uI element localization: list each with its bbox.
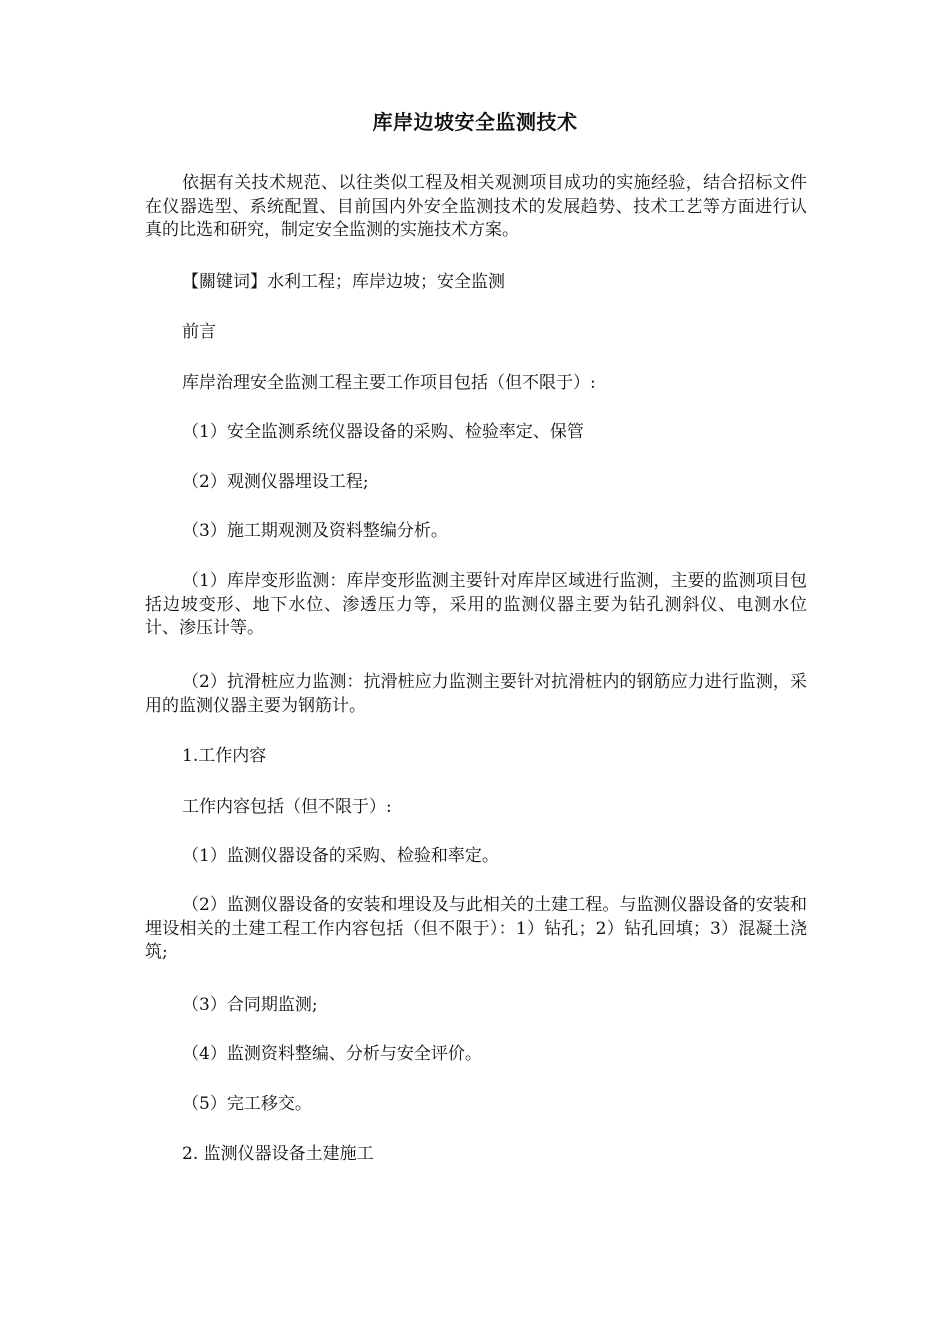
content-item-4: （4）监测资料整编、分析与安全评价。 xyxy=(182,1044,482,1064)
keywords-paragraph: 【關键词】水利工程；库岸边坡；安全监测 xyxy=(182,272,505,292)
work-item-1: （1）安全监测系统仪器设备的采购、检验率定、保管 xyxy=(182,422,584,442)
work-items-intro: 库岸治理安全监测工程主要工作项目包括（但不限于）: xyxy=(182,373,596,393)
work-item-3: （3）施工期观测及资料整编分析。 xyxy=(182,521,448,541)
deformation-monitoring-paragraph: （1）库岸变形监测：库岸变形监测主要针对库岸区域进行监测，主要的监测项目包括边坡变形、地下水位、渗透压力等，采用的监测仪器主要为钻孔测斜仪、电测水位计、渗压计等。 xyxy=(145,571,807,638)
section-1-heading: 1.工作内容 xyxy=(182,746,267,766)
content-item-3: （3）合同期监测; xyxy=(182,995,318,1015)
section-2-heading: 2. 监测仪器设备土建施工 xyxy=(182,1144,374,1164)
pile-stress-monitoring-paragraph: （2）抗滑桩应力监测：抗滑桩应力监测主要针对抗滑桩内的钢筋应力进行监测，采用的监测仪器主要为钢筋计。 xyxy=(145,672,807,716)
content-item-5: （5）完工移交。 xyxy=(182,1094,312,1114)
work-content-intro: 工作内容包括（但不限于）: xyxy=(182,797,392,817)
preface-heading: 前言 xyxy=(182,322,216,342)
content-item-1: （1）监测仪器设备的采购、检验和率定。 xyxy=(182,846,499,866)
content-item-2: （2）监测仪器设备的安装和埋设及与此相关的土建工程。与监测仪器设备的安装和埋设相关的土建工程工作内容包括（但不限于）：1）钻孔；2）钻孔回填；3）混凝土浇筑; xyxy=(145,895,807,962)
work-item-2: （2）观测仪器埋设工程; xyxy=(182,472,369,492)
intro-paragraph: 依据有关技术规范、以往类似工程及相关观测项目成功的实施经验，结合招标文件在仪器选型、系统配置、目前国内外安全监测技术的发展趋势、技术工艺等方面进行认真的比选和研究，制定安全监测的实施技术方案。 xyxy=(145,173,807,240)
document-title: 库岸边坡安全监测技术 xyxy=(372,110,578,134)
